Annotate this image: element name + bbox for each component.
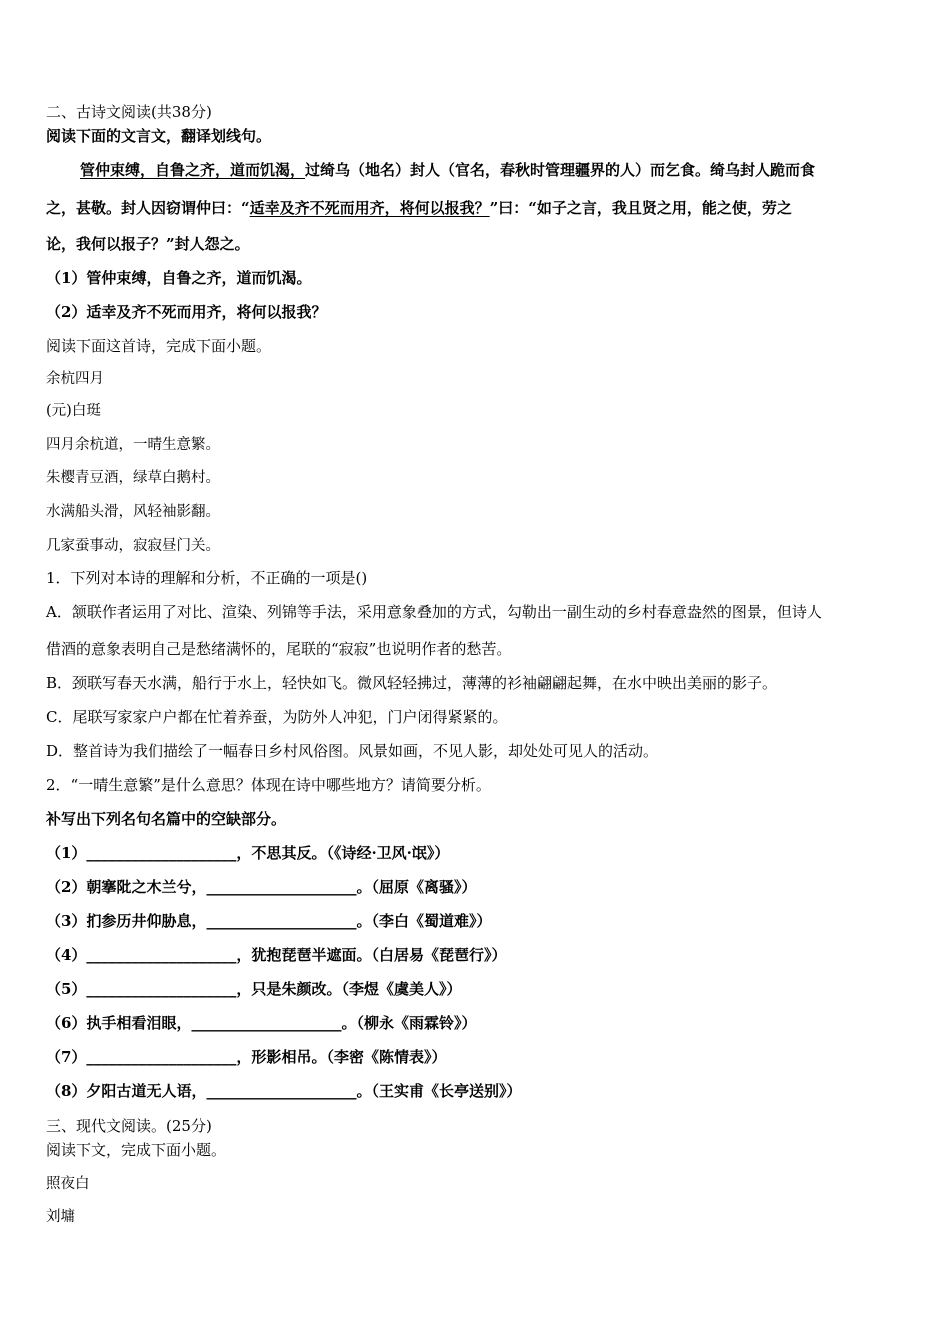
fill-item: （4）____________________，犹抱琵琶半遮面。（白居易《琵琶行》） xyxy=(46,946,507,964)
option-b: B．颈联写春天水满，船行于水上，轻快如飞。微风轻轻拂过，薄薄的衫袖翩翩起舞，在水中映出美丽的影子。 xyxy=(46,674,778,692)
poem-author: (元)白珽 xyxy=(46,403,101,419)
fill-item: （3）扪参历井仰胁息，____________________。（李白《蜀道难》） xyxy=(46,912,492,930)
underlined-sentence-2: 适幸及齐不死而用齐，将何以报我？ xyxy=(249,199,490,217)
poem-title: 余杭四月 xyxy=(46,371,104,387)
poem-instruction: 阅读下面这首诗，完成下面小题。 xyxy=(46,337,272,355)
option-d: D．整首诗为我们描绘了一幅春日乡村风俗图。风景如画，不见人影，却处处可见人的活动。 xyxy=(46,742,659,760)
option-a-line-2: 借酒的意象表明自己是愁绪满怀的，尾联的“寂寂”也说明作者的愁苦。 xyxy=(46,640,512,658)
fill-item: （7）____________________，形影相吊。（李密《陈情表》） xyxy=(46,1048,447,1066)
section3-heading: 三、现代文阅读。(25分) xyxy=(46,1117,212,1135)
question-2: 2．“一晴生意繁”是什么意思？体现在诗中哪些地方？请简要分析。 xyxy=(46,776,491,794)
mc-stem: 1．下列对本诗的理解和分析，不正确的一项是() xyxy=(46,569,368,587)
translation-question-1: （1）管仲束缚，自鲁之齐，道而饥渴。 xyxy=(46,269,312,287)
fill-heading: 补写出下列名句名篇中的空缺部分。 xyxy=(46,810,287,828)
passage-line-2: 之，甚敬。封人因窃谓仲曰：“适幸及齐不死而用齐，将何以报我？”曰：“如子之言，我且贤之用，能之使，劳之 xyxy=(46,199,792,217)
passage-line-3: 论，我何以报子？”封人怨之。 xyxy=(46,235,250,253)
option-a-line-1: A．颔联作者运用了对比、渲染、列锦等手法，采用意象叠加的方式，勾勒出一副生动的乡村春意盎然的图景，但诗人 xyxy=(46,603,822,621)
fill-item: （6）执手相看泪眼，____________________。（柳永《雨霖铃》） xyxy=(46,1014,477,1032)
section2-instruction: 阅读下面的文言文，翻译划线句。 xyxy=(46,127,272,145)
section2-heading: 二、古诗文阅读(共38分) xyxy=(46,103,212,121)
article-author: 刘墉 xyxy=(46,1209,75,1225)
fill-item: （5）____________________，只是朱颜改。（李煜《虞美人》） xyxy=(46,980,462,998)
underlined-sentence-1: 管仲束缚，自鲁之齐，道而饥渴， xyxy=(80,161,306,179)
passage-line-1: 管仲束缚，自鲁之齐，道而饥渴，过绮乌（地名）封人（官名，春秋时管理疆界的人）而乞食。绮乌封人跪而食 xyxy=(80,161,816,179)
option-c: C．尾联写家家户户都在忙着养蚕，为防外人冲犯，门户闭得紧紧的。 xyxy=(46,708,508,726)
fill-item: （8）夕阳古道无人语，____________________。（王实甫《长亭送别》） xyxy=(46,1082,522,1100)
poem-line: 四月余杭道，一晴生意繁。 xyxy=(46,437,220,453)
fill-item: （2）朝搴阰之木兰兮，____________________。（屈原《离骚》） xyxy=(46,878,477,896)
section3-instruction: 阅读下文，完成下面小题。 xyxy=(46,1141,227,1159)
translation-question-2: （2）适幸及齐不死而用齐，将何以报我？ xyxy=(46,303,327,321)
fill-item: （1）____________________，不思其反。（《诗经·卫风·氓》） xyxy=(46,844,450,862)
poem-line: 朱樱青豆酒，绿草白鹅村。 xyxy=(46,470,220,486)
article-title: 照夜白 xyxy=(46,1176,90,1192)
poem-line: 水满船头滑，风轻袖影翻。 xyxy=(46,504,220,520)
poem-line: 几家蚕事动，寂寂昼门关。 xyxy=(46,538,220,554)
